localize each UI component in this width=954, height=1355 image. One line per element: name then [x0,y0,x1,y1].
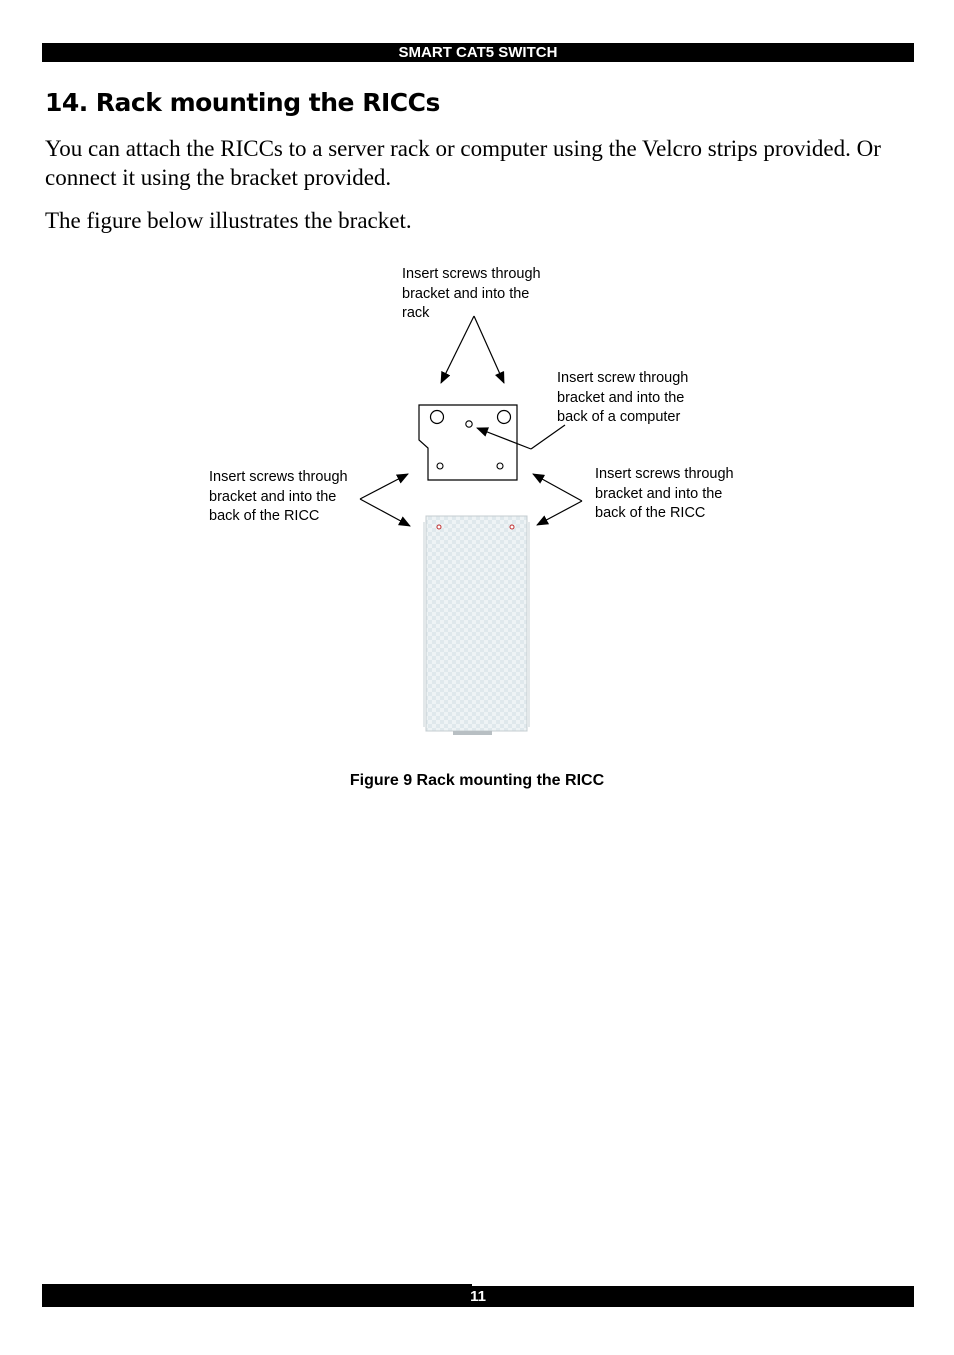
body-paragraph-2: The figure below illustrates the bracket. [45,208,412,233]
bracket-plate [419,405,517,480]
callout-computer: Insert screw through bracket and into the back of a computer [557,370,689,425]
footer-bar [42,1286,914,1307]
header-title: SMART CAT5 SWITCH [398,44,558,61]
callout-rack: Insert screws through bracket and into the rack [402,266,541,321]
rack-arrows [441,316,504,383]
ricc-unit [423,516,530,735]
body-paragraph-1: You can attach the RICCs to a server rack or computer using the Velcro strips provided. Or connect it using the bracket provided. [45,136,881,190]
page-number: 11 [470,1288,486,1305]
ricc-left-arrows [360,474,410,526]
section-number: 14. [45,88,88,117]
callout-ricc-left: Insert screws through bracket and into the back of the RICC [209,469,348,524]
ricc-right-arrows [533,474,582,525]
callout-ricc-right: Insert screws through bracket and into the back of the RICC [595,466,734,521]
figure-caption: Figure 9 Rack mounting the RICC [349,772,605,789]
section-title: Rack mounting the RICCs [95,88,440,117]
